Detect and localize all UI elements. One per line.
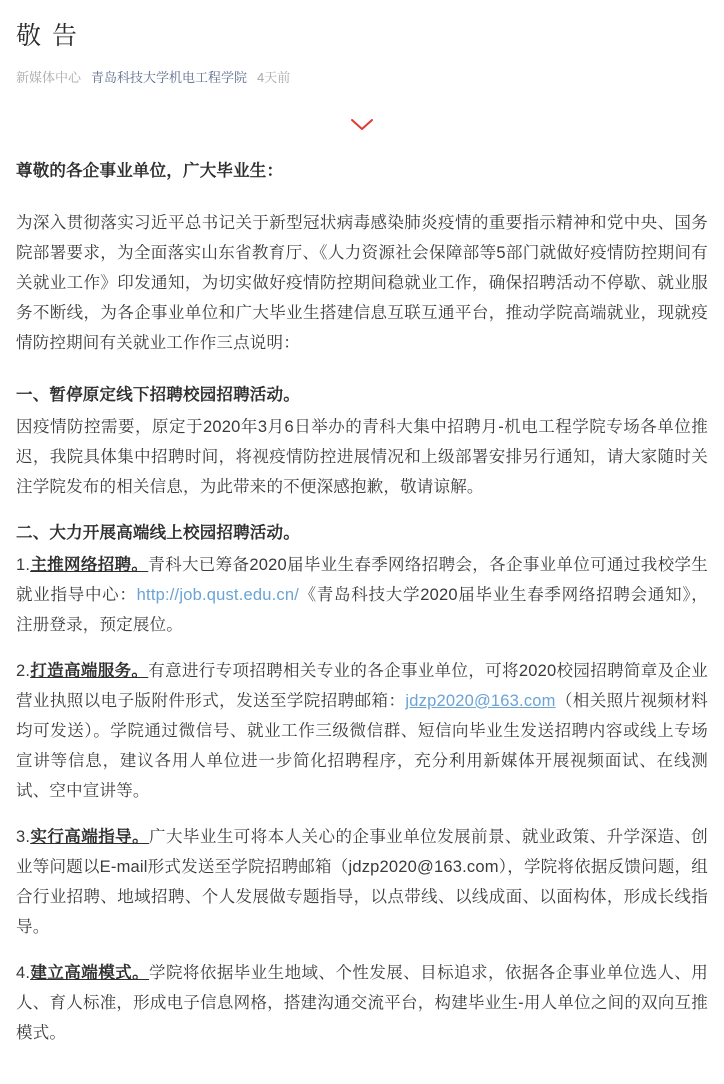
- section-paragraph: [16, 656, 708, 806]
- meta-source: 新媒体中心: [16, 69, 82, 85]
- paragraph-text: 3.: [16, 827, 31, 846]
- emphasized-lead-in: 实行高端指导。: [30, 827, 150, 846]
- section-paragraph: [16, 550, 708, 640]
- page-title: 敬 告: [16, 22, 79, 50]
- expand-article-button[interactable]: [16, 112, 708, 138]
- section-paragraph: [16, 958, 708, 1048]
- paragraph-text: 广大毕业生可将本人关心的企事业单位发展前景、就业政策、升学深造、创业等问题以E-mail形式发送至学院招聘邮箱（jdzp2020@163.com），学院将依据反馈问题，组合行业招聘、地域招聘、个人发展做专题指导，以点带线、以线成面、以面构体，形成长线指导。: [16, 827, 708, 936]
- greeting-paragraph: 尊敬的各企事业单位，广大毕业生：: [16, 161, 284, 180]
- emphasized-lead-in: 主推网络招聘。: [30, 555, 149, 574]
- article-sections: [16, 380, 708, 1048]
- article-body: [16, 156, 708, 1048]
- chevron-down-icon[interactable]: [351, 119, 373, 131]
- paragraph-text: 有意进行专项招聘相关专业的各企事业单位，可将2020校园招聘简章及企业营业执照以电子版附件形式，发送至学院招聘邮箱：: [16, 661, 708, 710]
- section-heading: 一、暂停原定线下招聘校园招聘活动。: [16, 385, 300, 404]
- paragraph-text: （相关照片视频材料均可发送）。学院通过微信号、就业工作三级微信群、短信向毕业生发送招聘内容或线上专场宣讲等信息，建议各用人单位进一步简化招聘程序，充分利用新媒体开展视频面试、在线测试、空中宣讲等。: [16, 691, 708, 800]
- section-paragraph: [16, 412, 708, 502]
- paragraph-text: 青科大已筹备2020届毕业生春季网络招聘会，各企事业单位可通过我校学生就业指导中心：: [16, 555, 708, 604]
- paragraph-text: 2.: [16, 661, 31, 680]
- paragraph-text: 1.: [16, 555, 31, 574]
- intro-paragraph: 为深入贯彻落实习近平总书记关于新型冠状病毒感染肺炎疫情的重要指示精神和党中央、国务院部署要求，为全面落实山东省教育厅、《人力资源社会保障部等5部门就做好疫情防控期间有关就业工作》印发通知，为切实做好疫情防控期间稳就业工作，确保招聘活动不停歇、就业服务不断线，为各企事业单位和广大毕业生搭建信息互联互通平台，推动学院高端就业，现就疫情防控期间有关就业工作作三点说明：: [16, 213, 708, 352]
- article-meta: [16, 67, 708, 86]
- emphasized-lead-in: 建立高端模式。: [30, 963, 150, 982]
- section-paragraph: [16, 822, 708, 942]
- paragraph-text: 因疫情防控需要，原定于2020年3月6日举办的青科大集中招聘月-机电工程学院专场各单位推迟，我院具体集中招聘时间，将视疫情防控进展情况和上级部署安排另行通知，请大家随时关注学院发布的相关信息，为此带来的不便深感抱歉，敬请谅解。: [16, 417, 708, 496]
- meta-publish-time: 4天前: [257, 69, 291, 85]
- paragraph-text: 4.: [16, 963, 31, 982]
- recruitment-email-link[interactable]: jdzp2020@163.com: [405, 691, 556, 710]
- paragraph-text: 《青岛科技大学2020届毕业生春季网络招聘会通知》，注册登录，预定展位。: [16, 585, 709, 634]
- meta-account-name[interactable]: 青岛科技大学机电工程学院: [91, 69, 248, 85]
- recruitment-site-link[interactable]: http://job.qust.edu.cn/: [136, 585, 300, 604]
- emphasized-lead-in: 打造高端服务。: [30, 661, 149, 680]
- section-heading: 二、大力开展高端线上校园招聘活动。: [16, 523, 300, 542]
- paragraph-text: 学院将依据毕业生地域、个性发展、目标追求，依据各企事业单位选人、用人、育人标准，形成电子信息网格，搭建沟通交流平台，构建毕业生-用人单位之间的双向互推模式。: [16, 963, 708, 1042]
